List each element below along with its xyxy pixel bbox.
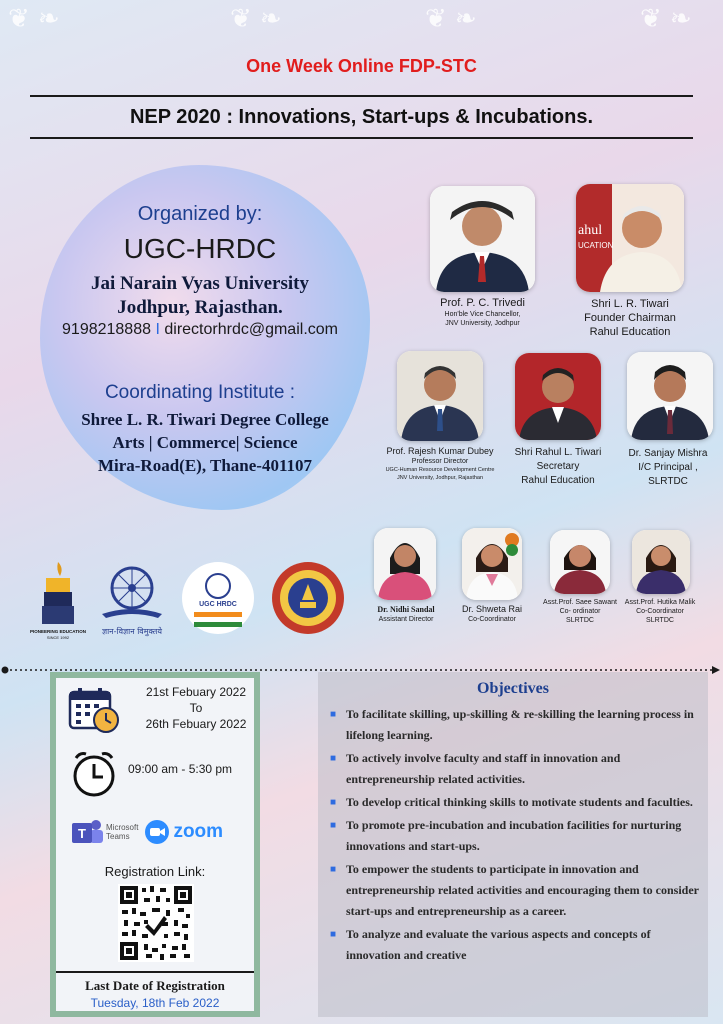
- dignitary-org: Rahul Education: [521, 475, 595, 486]
- date-to: 26th Febuary 2022: [145, 717, 247, 731]
- dignitary-location: JNV University, Jodhpur, Rajasthan: [396, 475, 484, 481]
- event-dates: [136, 684, 256, 732]
- event-details-panel: [50, 672, 260, 1017]
- dignitary-role: I/C Principal ,: [638, 462, 698, 473]
- coordinator-caption: [620, 598, 700, 625]
- rahul-backdrop-text: ahul: [578, 223, 603, 238]
- bullet-icon: ■: [330, 709, 337, 720]
- flourish-ornament: ❦ ❧: [230, 4, 282, 34]
- rahul-backdrop-text: UCATION: [578, 241, 614, 250]
- date-to-word: To: [189, 701, 203, 715]
- registration-divider: [56, 970, 254, 974]
- dignitary-caption: [420, 296, 545, 328]
- zoom-label: zoom: [173, 821, 224, 842]
- dignitary-name: Shri Rahul L. Tiwari: [514, 447, 602, 458]
- flourish-ornament: ❦ ❧: [640, 4, 692, 34]
- coordinator-org: SLRTDC: [566, 617, 594, 624]
- objectives-list: [328, 704, 703, 968]
- objective-text: To actively involve faculty and staff in innovation and entrepreneurship related activities.: [346, 751, 621, 786]
- portrait-pc-trivedi: [430, 186, 535, 292]
- coordinator-role: Co-Coordinator: [636, 608, 684, 615]
- portrait-nidhi-sandal: [374, 528, 436, 600]
- portrait-lr-tiwari: [576, 184, 684, 292]
- person-portrait-icon: [374, 528, 436, 600]
- dignitary-org: UGC-Human Resource Development Centre: [385, 467, 495, 473]
- person-portrait-icon: [397, 351, 483, 441]
- pioneering-education-logo: [18, 556, 98, 642]
- coordinator-role: Co- ordinator: [559, 608, 601, 615]
- dotted-divider: [0, 662, 723, 672]
- teams-label-line: Teams: [106, 832, 130, 841]
- person-portrait-icon: [627, 352, 713, 440]
- objective-item: [328, 815, 703, 857]
- organizer-name: UGC-HRDC: [123, 233, 277, 264]
- person-portrait-icon: [550, 530, 610, 594]
- dignitary-name: Prof. Rajesh Kumar Dubey: [386, 446, 494, 456]
- bullet-icon: ■: [330, 753, 337, 764]
- teams-label: [106, 823, 138, 841]
- objective-text: To empower the students to participate in innovation and entrepreneurship related activities and encouraging them to consider start-ups and entrepreneurship as a career.: [346, 862, 699, 918]
- book-tower-icon: [18, 556, 98, 642]
- portrait-rahul-tiwari: [515, 353, 601, 440]
- phone-number[interactable]: 9198218888: [62, 321, 151, 338]
- person-portrait-icon: [462, 528, 522, 600]
- dignitary-name: Dr. Sanjay Mishra: [628, 448, 708, 459]
- coordinator-org: SLRTDC: [646, 617, 674, 624]
- objective-text: To facilitate skilling, up-skilling & re-skilling the learning process in lifelong learning.: [346, 707, 694, 742]
- portrait-saee-sawant: [550, 530, 610, 594]
- registration-qr-code[interactable]: [118, 884, 194, 962]
- hrdc-text: UGC HRDC: [199, 601, 237, 608]
- objective-item: [328, 704, 703, 746]
- ugc-logo: [96, 560, 168, 640]
- objectives-panel: [318, 672, 708, 1017]
- dignitary-caption: [613, 447, 723, 489]
- flourish-ornament: ❦ ❧: [425, 4, 477, 34]
- ugc-hrdc-logo: [180, 560, 256, 636]
- university-city: Jodhpur, Rajasthan.: [117, 297, 283, 318]
- dignitary-role: Founder Chairman: [584, 312, 676, 324]
- objective-text: To develop critical thinking skills to motivate students and faculties.: [346, 795, 693, 809]
- person-portrait-icon: [430, 186, 535, 292]
- teams-label-line: Microsoft: [106, 823, 139, 832]
- university-seal-icon: [270, 560, 346, 636]
- coordinator-caption: [540, 598, 620, 625]
- objective-item: [328, 924, 703, 966]
- bullet-icon: ■: [330, 929, 337, 940]
- portrait-shweta-rai: [462, 528, 522, 600]
- organized-by-label: Organized by:: [137, 203, 263, 225]
- institute-name: Shree L. R. Tiwari Degree College: [81, 410, 329, 429]
- contact-line: [40, 321, 360, 339]
- objectives-title: Objectives: [477, 680, 549, 697]
- coordinator-name: Dr. Shweta Rai: [461, 604, 523, 614]
- portrait-sanjay-mishra: [627, 352, 713, 440]
- event-time: 09:00 am - 5:30 pm: [128, 762, 233, 776]
- objective-item: [328, 859, 703, 922]
- coordinator-name: Dr. Nidhi Sandal: [377, 605, 435, 614]
- coordinator-role: Assistant Director: [378, 616, 434, 623]
- coordinator-name: Asst.Prof. Hutika Malik: [624, 599, 696, 606]
- person-portrait-icon: [576, 184, 684, 292]
- dignitary-name: Shri L. R. Tiwari: [591, 298, 669, 310]
- alarm-clock-icon: [70, 748, 118, 798]
- person-portrait-icon: [515, 353, 601, 440]
- ugc-chakra-icon: [96, 560, 168, 640]
- bullet-icon: ■: [330, 797, 337, 808]
- dignitary-role: Professor Director: [411, 458, 469, 465]
- flourish-ornament: ❦ ❧: [8, 4, 60, 34]
- zoom-icon: [144, 819, 170, 845]
- event-subject-text: NEP 2020 : Innovations, Start-ups & Incubations.: [129, 105, 594, 128]
- dignitary-caption: [503, 446, 613, 488]
- objective-item: [328, 792, 703, 813]
- calendar-icon: [68, 686, 122, 736]
- svg-text:T: T: [78, 826, 86, 841]
- dignitary-role: Secretary: [536, 461, 580, 472]
- coordinating-institute: [40, 408, 370, 477]
- last-date-value: Tuesday, 18th Feb 2022: [90, 996, 220, 1010]
- email-address[interactable]: directorhrdc@gmail.com: [164, 321, 338, 338]
- person-portrait-icon: [632, 530, 690, 594]
- university-line: Jai Narain Vyas University: [91, 273, 309, 294]
- last-date-label: Last Date of Registration: [85, 978, 225, 993]
- date-from: 21st Febuary 2022: [145, 685, 247, 699]
- coordinator-role: Co-Coordinator: [468, 616, 516, 623]
- jnvu-logo: [270, 560, 346, 636]
- dignitary-org: Rahul Education: [589, 326, 671, 338]
- dignitary-role: Hon'ble Vice Chancellor,: [444, 311, 521, 318]
- coordinating-institute-label: Coordinating Institute :: [104, 382, 296, 403]
- dignitary-name: Prof. P. C. Trivedi: [440, 297, 525, 309]
- dignitary-caption: [570, 297, 690, 339]
- objective-text: To promote pre-incubation and incubation facilities for nurturing innovations and start-ups.: [346, 818, 682, 853]
- coordinator-caption: [448, 604, 536, 625]
- dignitary-caption: [385, 446, 495, 482]
- university-name: [60, 272, 340, 320]
- dignitary-org: JNV University, Jodhpur: [445, 320, 520, 327]
- platform-logos: [70, 818, 223, 846]
- contact-separator: I: [155, 321, 160, 338]
- hrdc-emblem-icon: [180, 560, 256, 636]
- microsoft-teams-icon: [70, 818, 104, 846]
- portrait-hutika-malik: [632, 530, 690, 594]
- registration-label: Registration Link:: [104, 864, 206, 879]
- dignitary-org: SLRTDC: [648, 476, 688, 487]
- pioneering-text: PIONEERING EDUCATION: [30, 629, 86, 634]
- objective-item: [328, 748, 703, 790]
- coordinator-caption: [362, 604, 450, 624]
- institute-address: Mira-Road(E), Thane-401107: [97, 456, 313, 475]
- bullet-icon: ■: [330, 864, 337, 875]
- objective-text: To analyze and evaluate the various aspects and concepts of innovation and creative: [346, 927, 651, 962]
- portrait-rajesh-dubey: [397, 351, 483, 441]
- event-banner-title: One Week Online FDP-STC: [246, 56, 477, 76]
- coordinator-name: Asst.Prof. Saee Sawant: [543, 599, 617, 606]
- event-subject: [30, 95, 693, 139]
- bullet-icon: ■: [330, 820, 337, 831]
- ugc-tagline: ज्ञान-विज्ञान विमुक्तये: [101, 627, 163, 636]
- institute-streams: Arts | Commerce| Science: [112, 433, 298, 452]
- since-text: SINCE 1992: [46, 635, 70, 640]
